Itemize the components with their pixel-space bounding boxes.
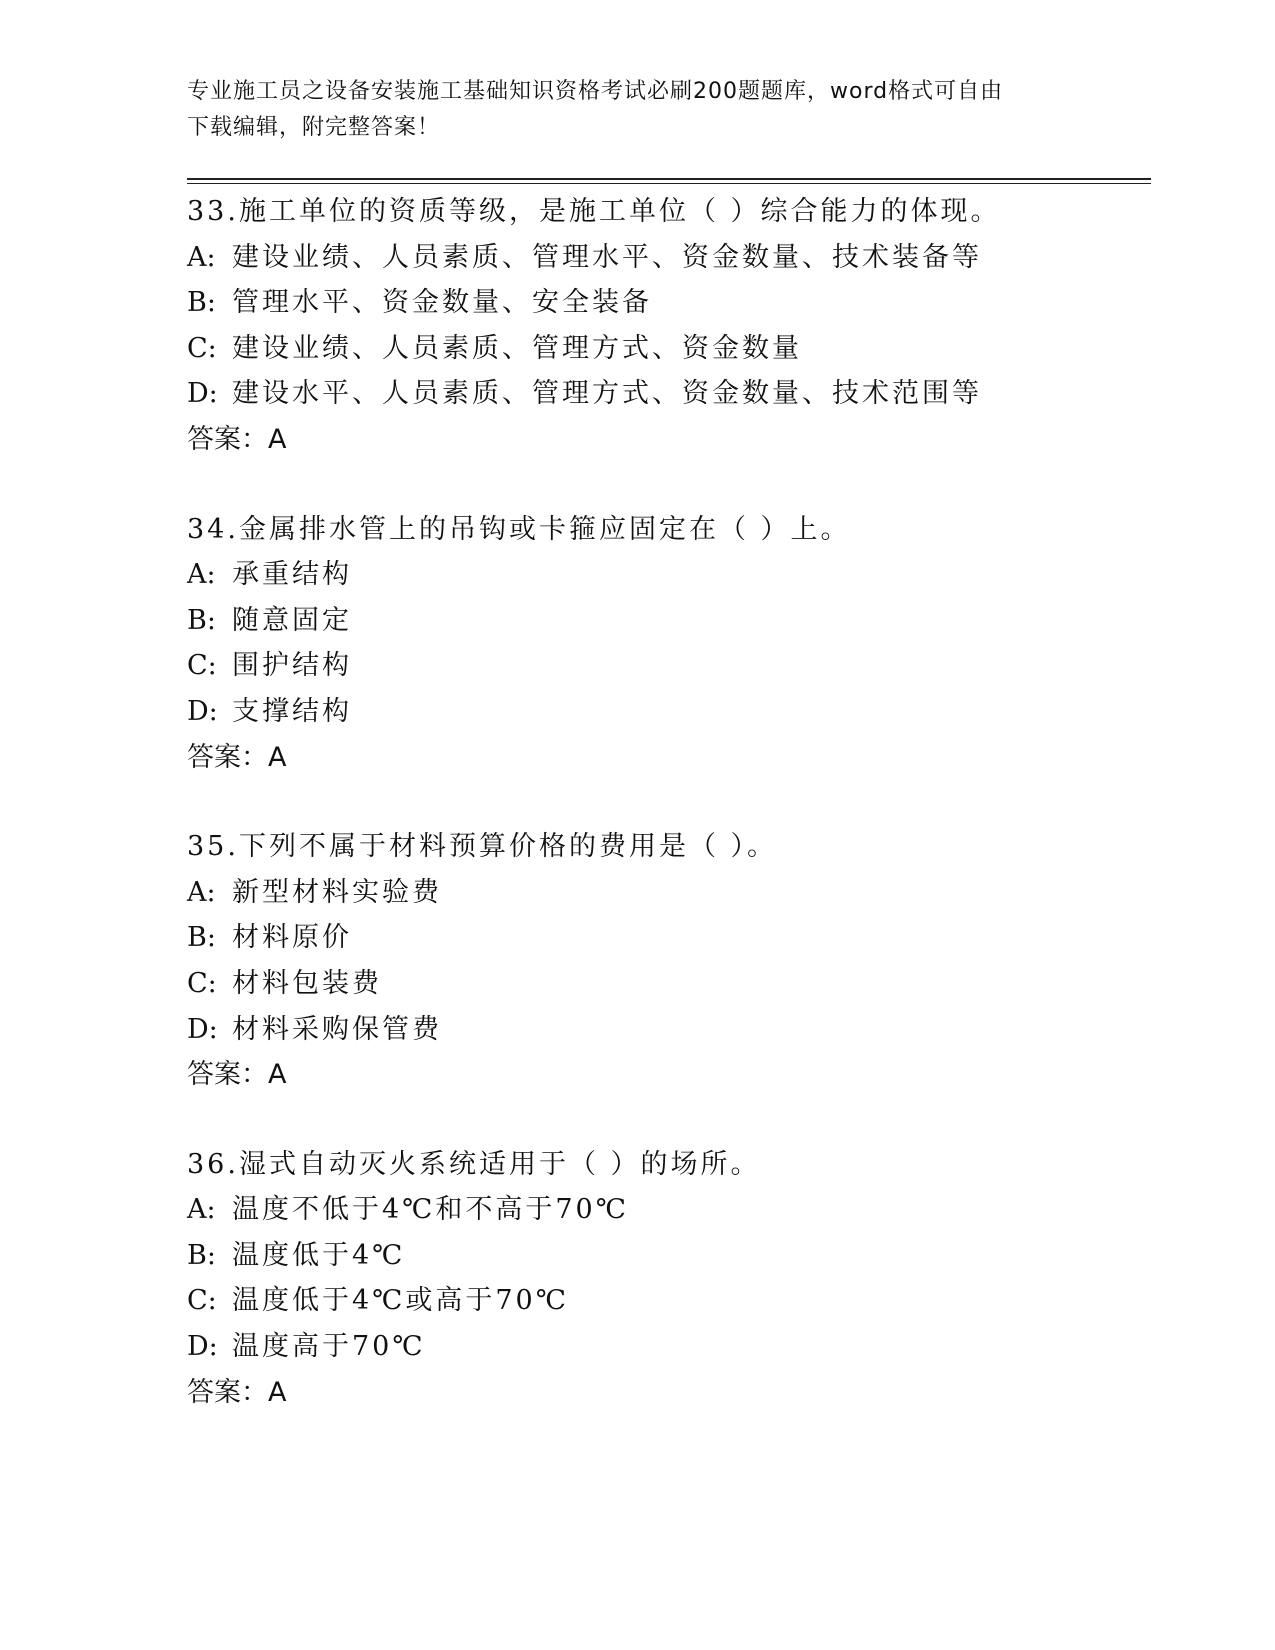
option-b: [187, 915, 1151, 961]
document-header: [187, 74, 1087, 146]
option-key: B:: [187, 287, 216, 319]
question-stem: 34.金属排水管上的吊钩或卡箍应固定在（ ）上。: [187, 513, 851, 545]
option-b: [187, 280, 1151, 326]
option-key: C:: [187, 650, 217, 682]
option-key: D:: [187, 378, 218, 410]
answer-label: 答案：A: [187, 1059, 287, 1091]
option-text: 材料采购保管费: [232, 1013, 442, 1045]
option-d: [187, 371, 1151, 417]
option-text: 承重结构: [232, 559, 352, 591]
question-stem: 33.施工单位的资质等级，是施工单位（ ）综合能力的体现。: [187, 196, 1001, 227]
option-text: 温度不低于4℃和不高于70℃: [232, 1194, 629, 1226]
option-c: [187, 1278, 1151, 1324]
option-key: B:: [187, 1239, 216, 1271]
option-a: [187, 1187, 1151, 1233]
option-text: 材料包装费: [232, 967, 382, 999]
option-text: 建设业绩、人员素质、管理方式、资金数量: [232, 332, 802, 364]
header-divider: [187, 178, 1151, 180]
option-c: [187, 326, 1151, 372]
option-text: 支撑结构: [232, 695, 352, 727]
answer-label: 答案：A: [187, 1376, 287, 1408]
option-key: B:: [187, 922, 216, 954]
header-line-2: 下载编辑，附完整答案！: [187, 115, 441, 140]
option-b: [187, 598, 1151, 644]
option-a: [187, 235, 1151, 281]
option-key: C:: [187, 1285, 217, 1317]
option-key: A:: [187, 876, 216, 908]
option-c: [187, 961, 1151, 1007]
option-key: C:: [187, 967, 217, 999]
question-33: [187, 189, 1151, 463]
option-key: A:: [187, 1194, 216, 1226]
option-c: [187, 643, 1151, 689]
option-text: 新型材料实验费: [232, 876, 442, 908]
answer-label: 答案：A: [187, 423, 287, 455]
option-text: 管理水平、资金数量、安全装备: [232, 287, 652, 319]
question-36: [187, 1142, 1151, 1416]
option-text: 建设水平、人员素质、管理方式、资金数量、技术范围等: [232, 378, 982, 410]
header-divider-thin: [187, 183, 1151, 184]
option-d: [187, 1324, 1151, 1370]
option-text: 随意固定: [232, 604, 352, 636]
question-stem: 35.下列不属于材料预算价格的费用是（ ）。: [187, 831, 778, 863]
question-34: [187, 507, 1151, 781]
option-text: 温度低于4℃或高于70℃: [232, 1285, 569, 1317]
option-key: D:: [187, 695, 218, 727]
option-text: 建设业绩、人员素质、管理水平、资金数量、技术装备等: [232, 241, 982, 273]
option-d: [187, 689, 1151, 735]
option-text: 温度高于70℃: [232, 1331, 426, 1363]
option-key: A:: [187, 241, 216, 273]
option-key: B:: [187, 604, 216, 636]
option-key: A:: [187, 559, 216, 591]
option-a: [187, 870, 1151, 916]
question-list: [187, 189, 1151, 1459]
option-d: [187, 1007, 1151, 1053]
option-text: 材料原价: [232, 922, 352, 954]
option-a: [187, 552, 1151, 598]
option-key: D:: [187, 1013, 218, 1045]
option-text: 围护结构: [232, 650, 352, 682]
question-stem: 36.湿式自动灭火系统适用于（ ）的场所。: [187, 1148, 761, 1180]
option-text: 温度低于4℃: [232, 1239, 406, 1271]
answer-label: 答案：A: [187, 741, 287, 773]
header-line-1: 专业施工员之设备安装施工基础知识资格考试必刷200题题库，word格式可自由: [187, 79, 1004, 104]
question-35: [187, 824, 1151, 1098]
option-key: C:: [187, 332, 217, 364]
option-b: [187, 1233, 1151, 1279]
option-key: D:: [187, 1331, 218, 1363]
